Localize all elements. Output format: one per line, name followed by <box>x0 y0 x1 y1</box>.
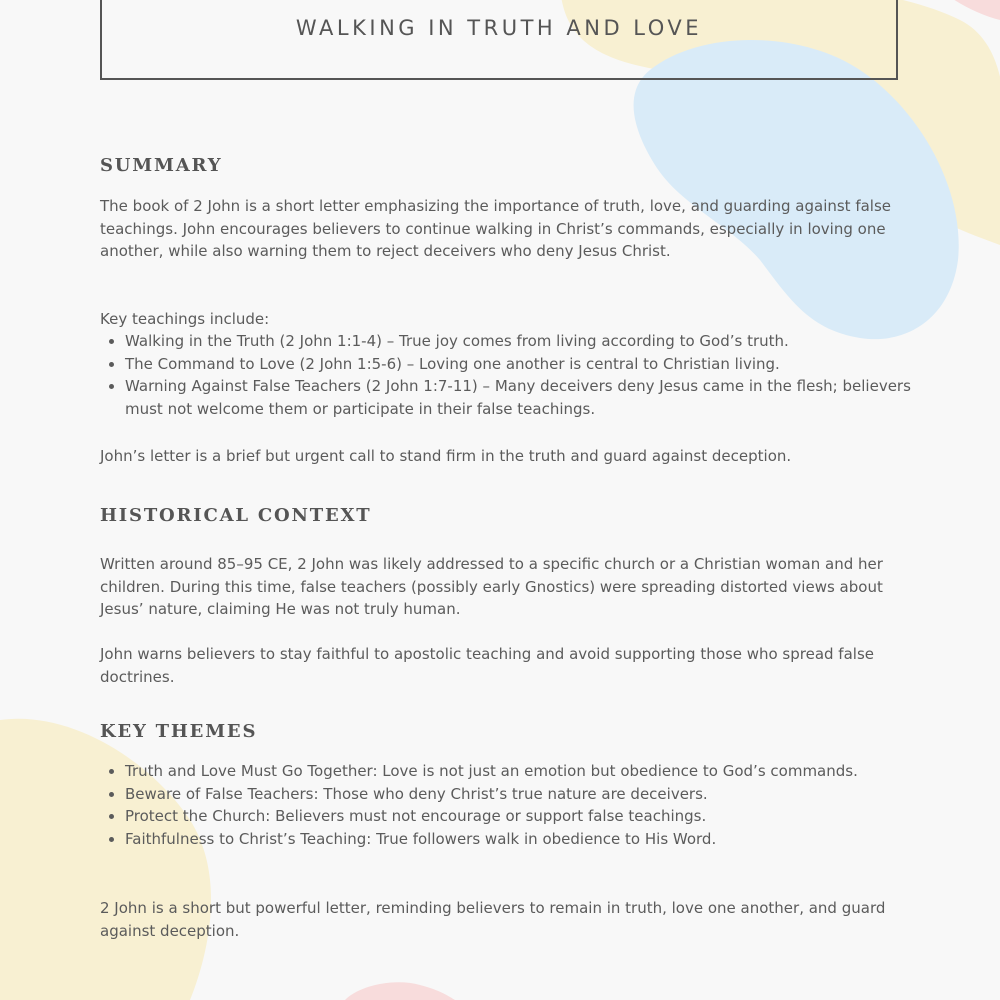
summary-heading: SUMMARY <box>100 155 223 176</box>
list-item: • Truth and Love Must Go Together: Love is not just an emotion but obedience to God’s commands. <box>125 760 925 783</box>
key-themes-list <box>100 760 925 850</box>
historical-context-heading: HISTORICAL CONTEXT <box>100 505 372 526</box>
key-teachings-label: Key teachings include: <box>100 310 270 328</box>
themes-closing: 2 John is a short but powerful letter, reminding believers to remain in truth, love one another, and guard against deception. <box>100 899 886 940</box>
historical-paragraph-2: John warns believers to stay faithful to apostolic teaching and avoid supporting those who spread false doctrines. <box>100 645 874 686</box>
key-themes-heading: KEY THEMES <box>100 721 258 742</box>
page-title: WALKING IN TRUTH AND LOVE <box>295 16 703 40</box>
list-item: • Faithfulness to Christ’s Teaching: True followers walk in obedience to His Word. <box>125 828 925 851</box>
summary-intro: The book of 2 John is a short letter emphasizing the importance of truth, love, and guarding against false teachings. John encourages believers to continue walking in Christ’s commands, especially in loving one another, while also warning them to reject deceivers who deny Jesus Christ. <box>100 197 892 260</box>
list-item: • Beware of False Teachers: Those who deny Christ’s true nature are deceivers. <box>125 783 925 806</box>
historical-paragraph-1: Written around 85–95 CE, 2 John was likely addressed to a specific church or a Christian woman and her children. During this time, false teachers (possibly early Gnostics) were spreading distorted views about Jesus’ nature, claiming He was not truly human. <box>100 555 883 618</box>
list-item: • Walking in the Truth (2 John 1:1-4) – True joy comes from living according to God’s truth. <box>125 330 925 353</box>
list-item: • The Command to Love (2 John 1:5-6) – Loving one another is central to Christian living. <box>125 353 925 376</box>
list-item: • Warning Against False Teachers (2 John 1:7-11) – Many deceivers deny Jesus came in the flesh; believers must not welcome them or participate in their false teachings. <box>125 375 925 420</box>
summary-closing: John’s letter is a brief but urgent call to stand firm in the truth and guard against deception. <box>100 447 792 465</box>
key-teachings-list <box>100 330 925 420</box>
list-item: • Protect the Church: Believers must not encourage or support false teachings. <box>125 805 925 828</box>
title-box <box>100 0 898 80</box>
